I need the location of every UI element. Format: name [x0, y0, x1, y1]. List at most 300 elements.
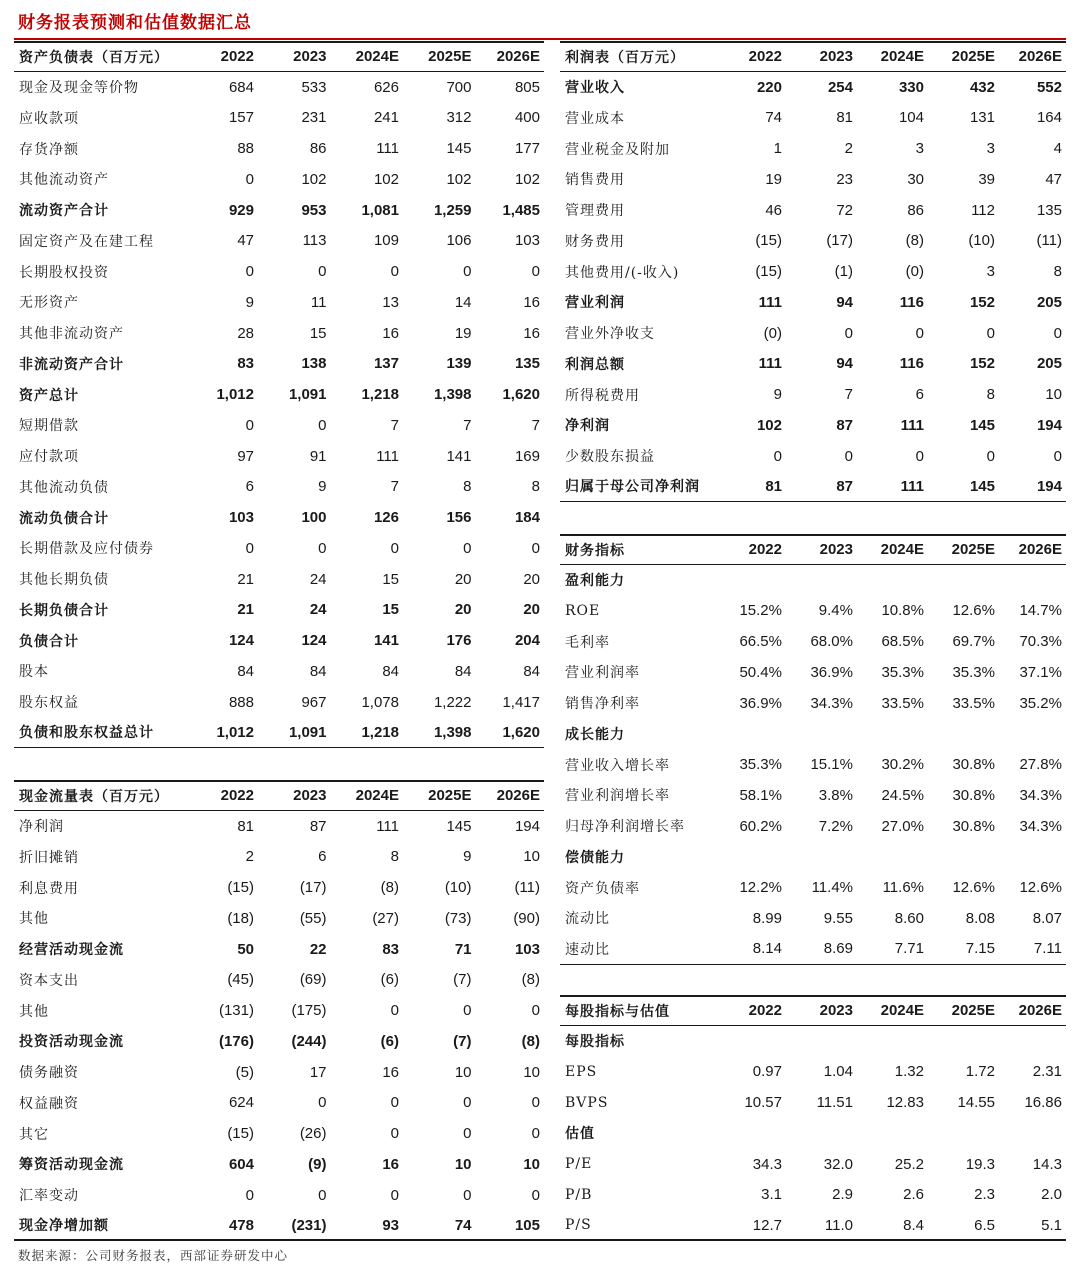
section-row: [560, 565, 1066, 596]
per-share-valuation-table: [560, 995, 1066, 1241]
cell-value: 97: [237, 447, 254, 465]
cell-value: 700: [446, 78, 472, 96]
cell-value: 0: [463, 539, 472, 557]
cell-value: 684: [228, 78, 254, 96]
cell-value: 103: [514, 940, 540, 958]
cell-value: 0: [245, 263, 254, 281]
cell-value: 204: [514, 632, 540, 650]
table-row: [14, 226, 544, 257]
cell-value: 0: [463, 263, 472, 281]
cell-value: 604: [228, 1155, 254, 1173]
cell-value: 104: [898, 109, 924, 127]
cell-value: 0: [531, 1094, 540, 1112]
column-header: 2022: [748, 541, 782, 559]
section-row: [560, 1026, 1066, 1057]
cell-value: 3: [986, 263, 995, 281]
cell-value: 330: [898, 78, 924, 96]
cell-value: 83: [382, 940, 399, 958]
column-header: 2025E: [951, 1002, 995, 1020]
column-header: 2022: [220, 48, 254, 66]
cell-value: 124: [228, 632, 254, 650]
cell-value: 10: [523, 1155, 540, 1173]
cell-value: 12.7: [752, 1216, 782, 1234]
cell-value: 0: [245, 1186, 254, 1204]
cell-value: 8.60: [894, 909, 924, 927]
cell-value: 8: [390, 848, 399, 866]
cell-value: 552: [1036, 78, 1062, 96]
cell-value: 74: [765, 109, 782, 127]
cell-value: 16: [382, 324, 399, 342]
row-label: 权益融资: [19, 1095, 79, 1112]
cell-value: 0: [245, 170, 254, 188]
table-row: [560, 1149, 1066, 1180]
cell-value: 74: [454, 1216, 472, 1234]
table-row: [560, 903, 1066, 934]
row-label: 其他非流动资产: [19, 326, 124, 343]
cell-value: 0: [318, 263, 327, 281]
section-label: 成长能力: [565, 726, 625, 743]
column-header: 2025E: [428, 48, 472, 66]
cell-value: 0: [531, 263, 540, 281]
row-label: 非流动资产合计: [19, 356, 124, 373]
row-label: 筹资活动现金流: [19, 1157, 124, 1174]
table-row: [560, 472, 1066, 503]
cell-value: 9: [245, 293, 254, 311]
cell-value: 0: [390, 1186, 399, 1204]
cell-value: 0: [773, 447, 782, 465]
row-label: 无形资产: [19, 295, 79, 312]
table-title: 财务指标: [565, 542, 625, 559]
cell-value: (15): [755, 263, 782, 281]
cell-value: 400: [514, 109, 540, 127]
row-label: 其他长期负债: [19, 572, 109, 589]
row-label: 短期借款: [19, 418, 79, 435]
section-label: 偿债能力: [565, 849, 625, 866]
cell-value: 35.2%: [1019, 694, 1062, 712]
cell-value: 50: [237, 940, 254, 958]
table-row: [560, 596, 1066, 627]
row-label: P/S: [565, 1217, 592, 1234]
cell-value: 39: [978, 170, 995, 188]
cell-value: 8: [531, 478, 540, 496]
cell-value: (73): [444, 909, 472, 927]
cell-value: 4: [1053, 140, 1062, 158]
cell-value: 12.83: [886, 1094, 924, 1112]
table-row: [560, 349, 1066, 380]
cell-value: 87: [836, 477, 853, 495]
row-label: 管理费用: [565, 203, 625, 220]
row-label: 营业外净收支: [565, 326, 655, 343]
cell-value: 8: [463, 478, 472, 496]
cell-value: 1,398: [433, 723, 472, 741]
row-label: 其它: [19, 1126, 49, 1143]
cell-value: 21: [237, 601, 254, 619]
section-label: 盈利能力: [565, 573, 625, 590]
cell-value: 145: [969, 416, 995, 434]
table-row: [560, 749, 1066, 780]
table-row: [14, 256, 544, 287]
cell-value: (17): [826, 232, 853, 250]
cell-value: 164: [1036, 109, 1062, 127]
cell-value: 84: [523, 662, 540, 680]
cell-value: 86: [907, 201, 924, 219]
row-label: 销售费用: [565, 172, 625, 189]
cell-value: 116: [899, 355, 924, 373]
cell-value: 15: [382, 601, 399, 619]
table-row: [560, 872, 1066, 903]
cell-value: 87: [836, 416, 853, 434]
title-rule: [14, 38, 1066, 40]
cell-value: 0: [1053, 324, 1062, 342]
cell-value: 135: [1036, 201, 1062, 219]
cash-flow-table: [14, 780, 544, 1241]
cell-value: 113: [302, 232, 327, 250]
cell-value: 8.69: [823, 940, 853, 958]
cell-value: 9: [318, 478, 327, 496]
cell-value: 20: [454, 570, 472, 588]
cell-value: 14.7%: [1019, 602, 1062, 620]
cell-value: 27.0%: [881, 817, 924, 835]
cell-value: 7: [390, 416, 399, 434]
cell-value: 626: [373, 78, 399, 96]
table-row: [14, 1057, 544, 1088]
cell-value: 1: [773, 140, 782, 158]
cell-value: 1,091: [288, 723, 327, 741]
cell-value: 50.4%: [739, 663, 782, 681]
row-label: 净利润: [19, 819, 64, 836]
source-rule: [14, 1239, 1066, 1241]
cell-value: 312: [446, 109, 472, 127]
cell-value: 9.55: [823, 909, 853, 927]
cell-value: (244): [291, 1032, 327, 1050]
cell-value: 1,485: [502, 201, 540, 219]
table-row: [14, 625, 544, 656]
cell-value: 205: [1036, 355, 1062, 373]
table-row: [14, 164, 544, 195]
row-label: 归属于母公司净利润: [565, 479, 700, 496]
cell-value: 81: [765, 477, 782, 495]
table-row: [560, 379, 1066, 410]
cell-value: (11): [514, 879, 540, 897]
cell-value: 84: [237, 662, 254, 680]
table-title: 资产负债表（百万元）: [19, 49, 169, 66]
cell-value: 0: [245, 416, 254, 434]
table-row: [560, 1087, 1066, 1118]
table-row: [560, 657, 1066, 688]
table-row: [14, 1088, 544, 1119]
column-header: 2023: [293, 48, 327, 66]
row-label: 存货净额: [19, 141, 79, 158]
cell-value: 88: [237, 140, 254, 158]
cell-value: 111: [376, 817, 399, 835]
cell-value: (8): [521, 1032, 540, 1050]
cell-value: 967: [301, 693, 327, 711]
cell-value: 1,078: [361, 693, 399, 711]
row-label: 其他流动资产: [19, 172, 109, 189]
row-label: 财务费用: [565, 233, 625, 250]
cell-value: 86: [309, 140, 327, 158]
cell-value: 16.86: [1024, 1094, 1062, 1112]
section-label: 估值: [565, 1126, 595, 1143]
cell-value: 111: [758, 293, 782, 311]
cell-value: 139: [446, 355, 472, 373]
row-label: 折旧摊销: [19, 849, 79, 866]
cell-value: 14: [454, 293, 472, 311]
cell-value: 9: [773, 386, 782, 404]
column-header: 2024E: [880, 541, 924, 559]
cell-value: 0: [318, 416, 327, 434]
column-header: 2026E: [496, 787, 540, 805]
table-row: [560, 688, 1066, 719]
table-row: [560, 780, 1066, 811]
cell-value: 194: [1036, 477, 1062, 495]
cell-value: 83: [237, 355, 254, 373]
cell-value: 69.7%: [952, 633, 995, 651]
cell-value: 2: [844, 140, 853, 158]
row-label: 销售净利率: [565, 696, 640, 713]
cell-value: (26): [299, 1125, 327, 1143]
table-row: [14, 379, 544, 410]
cell-value: 152: [969, 293, 995, 311]
table-row: [14, 472, 544, 503]
cell-value: 12.2%: [739, 879, 782, 897]
cell-value: 12.6%: [952, 602, 995, 620]
table-header-row: [14, 780, 544, 811]
cell-value: 116: [899, 293, 924, 311]
cell-value: 533: [301, 78, 327, 96]
cell-value: 36.9%: [739, 694, 782, 712]
cell-value: 91: [309, 447, 327, 465]
cell-value: 11.6%: [882, 879, 924, 897]
cell-value: 0: [390, 263, 399, 281]
cell-value: 35.3%: [952, 663, 995, 681]
row-label: 投资活动现金流: [19, 1034, 124, 1051]
cell-value: 36.9%: [810, 663, 853, 681]
cell-value: (18): [227, 909, 254, 927]
cell-value: 16: [523, 324, 540, 342]
cell-value: 6.5: [974, 1216, 995, 1234]
cell-value: 0: [463, 1094, 472, 1112]
table-row: [560, 72, 1066, 103]
cell-value: 20: [523, 570, 540, 588]
cell-value: (45): [227, 971, 254, 989]
cell-value: 66.5%: [739, 633, 782, 651]
column-header: 2026E: [496, 48, 540, 66]
cell-value: 28: [237, 324, 254, 342]
cell-value: 177: [514, 140, 540, 158]
cell-value: 1,222: [433, 693, 472, 711]
cell-value: 68.0%: [810, 633, 853, 651]
column-header: 2026E: [1018, 1002, 1062, 1020]
cell-value: 111: [376, 447, 399, 465]
cell-value: 1,398: [433, 386, 472, 404]
cell-value: 2: [245, 848, 254, 866]
financial-ratios-table: [560, 534, 1066, 965]
cell-value: 102: [446, 170, 472, 188]
cell-value: 24.5%: [881, 786, 924, 804]
cell-value: 184: [514, 509, 540, 527]
table-row: [560, 318, 1066, 349]
cell-value: 14.3: [1032, 1155, 1062, 1173]
cell-value: 100: [301, 509, 327, 527]
row-label: 利润总额: [565, 356, 625, 373]
table-row: [14, 410, 544, 441]
cell-value: 0.97: [752, 1063, 782, 1081]
cell-value: 137: [373, 355, 399, 373]
row-label: 营业收入: [565, 80, 625, 97]
table-row: [14, 287, 544, 318]
cell-value: 478: [228, 1216, 254, 1234]
table-row: [560, 1057, 1066, 1088]
cell-value: 7: [390, 478, 399, 496]
cell-value: 10: [523, 1063, 540, 1081]
cell-value: 111: [758, 355, 782, 373]
source-note: 数据来源：公司财务报表，西部证券研发中心: [18, 1248, 289, 1263]
cell-value: (6): [380, 971, 399, 989]
cell-value: 9.4%: [818, 602, 853, 620]
cell-value: (0): [763, 324, 782, 342]
table-row: [560, 164, 1066, 195]
cell-value: 30.8%: [952, 786, 995, 804]
cell-value: 7: [844, 386, 853, 404]
income-statement-table: [560, 41, 1066, 502]
table-row: [14, 1026, 544, 1057]
cell-value: 15: [382, 570, 399, 588]
row-label: 营业税金及附加: [565, 141, 670, 158]
cell-value: 0: [463, 1002, 472, 1020]
row-label: 所得税费用: [565, 387, 640, 404]
cell-value: 805: [514, 78, 540, 96]
cell-value: 7.15: [965, 940, 995, 958]
row-label: 经营活动现金流: [19, 942, 124, 959]
row-label: P/B: [565, 1186, 593, 1203]
table-title: 现金流量表（百万元）: [19, 788, 169, 805]
cell-value: 11.4%: [811, 879, 853, 897]
cell-value: (175): [291, 1002, 327, 1020]
table-row: [560, 103, 1066, 134]
cell-value: 19: [454, 324, 472, 342]
cell-value: 11: [310, 293, 327, 311]
cell-value: 16: [523, 293, 540, 311]
column-header: 2024E: [355, 787, 399, 805]
table-row: [14, 934, 544, 965]
row-label: 营业收入增长率: [565, 757, 670, 774]
table-row: [560, 1210, 1066, 1241]
row-label: 其他: [19, 911, 49, 928]
cell-value: 124: [301, 632, 327, 650]
column-header: 2022: [748, 1002, 782, 1020]
cell-value: (8): [380, 879, 399, 897]
cell-value: 6: [245, 478, 254, 496]
cell-value: 1.32: [894, 1063, 924, 1081]
cell-value: 0: [245, 539, 254, 557]
table-row: [14, 718, 544, 749]
cell-value: 87: [309, 817, 327, 835]
column-header: 2024E: [355, 48, 399, 66]
row-label: 长期借款及应付债券: [19, 541, 154, 558]
row-label: 资产负债率: [565, 880, 640, 897]
cell-value: 111: [900, 416, 924, 434]
cell-value: 7.2%: [818, 817, 853, 835]
cell-value: 0: [1053, 447, 1062, 465]
cell-value: 2.3: [974, 1186, 995, 1204]
column-header: 2026E: [1018, 48, 1062, 66]
table-row: [560, 441, 1066, 472]
cell-value: 58.1%: [739, 786, 782, 804]
table-row: [14, 965, 544, 996]
cell-value: 8.08: [965, 909, 995, 927]
table-title: 每股指标与估值: [565, 1003, 670, 1020]
cell-value: 7.11: [1033, 940, 1062, 958]
cell-value: 33.5%: [952, 694, 995, 712]
row-label: BVPS: [565, 1094, 609, 1111]
cell-value: (11): [1036, 232, 1062, 250]
table-row: [560, 287, 1066, 318]
cell-value: 8: [1053, 263, 1062, 281]
cell-value: (55): [299, 909, 327, 927]
cell-value: 34.3: [752, 1155, 782, 1173]
cell-value: 2.31: [1032, 1063, 1062, 1081]
cell-value: 60.2%: [739, 817, 782, 835]
table-header-row: [560, 41, 1066, 72]
row-label: 营业成本: [565, 110, 625, 127]
cell-value: 103: [228, 509, 254, 527]
balance-sheet-table: [14, 41, 544, 748]
table-row: [560, 934, 1066, 965]
cell-value: 0: [390, 1125, 399, 1143]
cell-value: 106: [446, 232, 472, 250]
table-row: [14, 842, 544, 873]
table-row: [560, 811, 1066, 842]
cell-value: 20: [523, 601, 540, 619]
table-header-row: [560, 534, 1066, 565]
cell-value: 102: [514, 170, 540, 188]
table-row: [14, 903, 544, 934]
cell-value: 102: [301, 170, 327, 188]
row-label: 现金及现金等价物: [19, 80, 139, 97]
table-row: [14, 656, 544, 687]
cell-value: 3.8%: [818, 786, 853, 804]
cell-value: 102: [373, 170, 399, 188]
row-label: 少数股东损益: [565, 449, 655, 466]
column-header: 2024E: [880, 1002, 924, 1020]
cell-value: 24: [309, 601, 327, 619]
cell-value: 21: [237, 570, 254, 588]
table-row: [560, 410, 1066, 441]
cell-value: 1,218: [361, 723, 399, 741]
cell-value: 8.4: [903, 1216, 924, 1234]
cell-value: 12.6%: [952, 879, 995, 897]
row-label: 资本支出: [19, 972, 79, 989]
cell-value: 0: [915, 324, 924, 342]
cell-value: 81: [836, 109, 853, 127]
cell-value: 241: [373, 109, 399, 127]
column-header: 2022: [748, 48, 782, 66]
row-label: EPS: [565, 1063, 598, 1080]
cell-value: 141: [446, 447, 472, 465]
cell-value: 0: [844, 324, 853, 342]
table-row: [14, 564, 544, 595]
cell-value: 10.8%: [881, 602, 924, 620]
cell-value: (10): [444, 879, 472, 897]
table-row: [560, 226, 1066, 257]
cell-value: 169: [514, 447, 540, 465]
row-label: 速动比: [565, 941, 610, 958]
cell-value: 94: [836, 293, 853, 311]
cell-value: 0: [318, 1094, 327, 1112]
table-row: [14, 72, 544, 103]
cell-value: 1,012: [216, 386, 254, 404]
